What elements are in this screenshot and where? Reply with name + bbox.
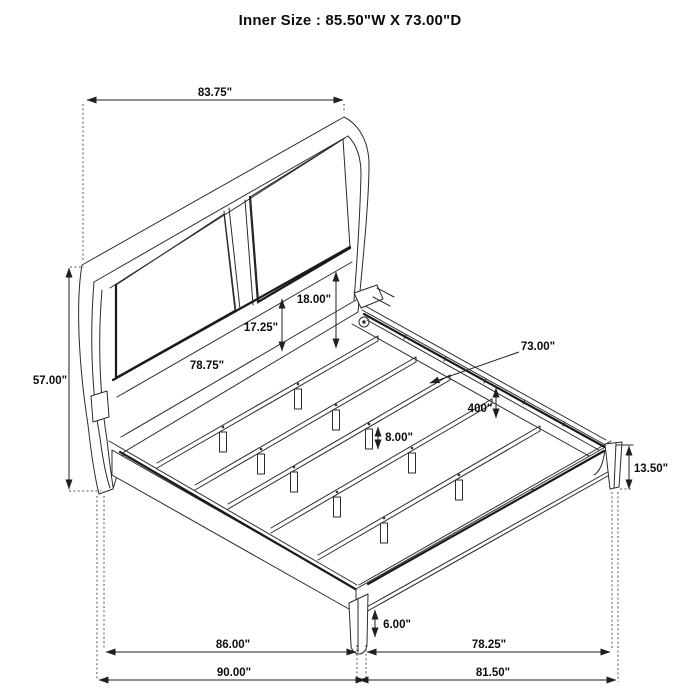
dim-panel-right-label: 18.00" — [296, 294, 332, 306]
dim-panel-left-label: 17.25" — [243, 322, 279, 334]
slat — [318, 426, 540, 560]
dim-headboard-width-label: 83.75" — [197, 87, 233, 99]
dim-span-90-label: 90.00" — [216, 667, 252, 679]
post-notch — [91, 391, 109, 422]
bed-drawing — [79, 117, 622, 654]
dim-span-86-label: 86.00" — [215, 639, 251, 651]
dim-front-leg-label: 6.00" — [383, 619, 411, 631]
dim-rail-length-label: 73.00" — [520, 341, 556, 353]
footboard-rail — [356, 441, 613, 617]
slat-leg — [333, 404, 340, 430]
front-left-leg — [349, 594, 368, 654]
dim-headboard-height-label: 57.00" — [32, 375, 68, 387]
dim-headboard-inner-width-label: 78.75" — [189, 360, 225, 372]
dim-footboard-leg-label: 13.50" — [633, 463, 669, 475]
dim-span-81-label: 81.50" — [475, 667, 511, 679]
page-title: Inner Size : 85.50"W X 73.00"D — [238, 12, 462, 29]
dim-slat-gap-label: 400" — [467, 403, 493, 415]
dim-slat-leg-label: 8.00" — [385, 432, 413, 444]
slat-legs — [220, 383, 463, 543]
slat — [228, 375, 450, 509]
left-side-rail — [109, 441, 357, 613]
dim-span-78-label: 78.25" — [471, 639, 507, 651]
slat — [271, 399, 492, 533]
